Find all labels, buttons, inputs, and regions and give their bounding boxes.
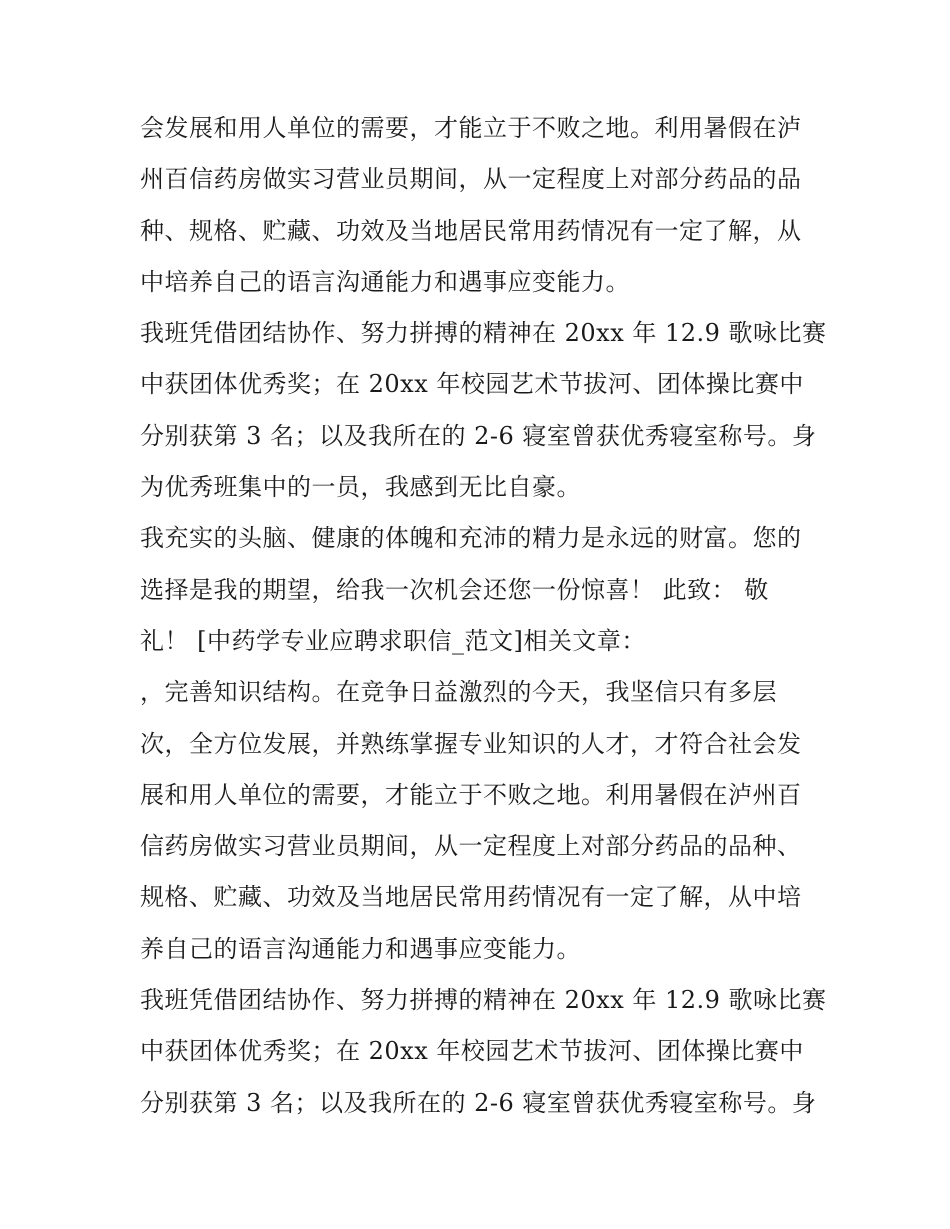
text-line: 信药房做实习营业员期间，从一定程度上对部分药品的品种、: [140, 832, 802, 861]
text-line: 我班凭借团结协作、努力拼搏的精神在 20xx 年 12.9 歌咏比赛: [140, 319, 827, 348]
text-line: 展和用人单位的需要，才能立于不败之地。利用暑假在泸州百: [140, 780, 802, 809]
text-line: 我班凭借团结协作、努力拼搏的精神在 20xx 年 12.9 歌咏比赛: [140, 986, 827, 1015]
text-line: 次，全方位发展，并熟练掌握专业知识的人才，才符合社会发: [140, 729, 802, 758]
text-line: 养自己的语言沟通能力和遇事应变能力。: [140, 934, 581, 963]
text-line: ，完善知识结构。在竞争日益激烈的今天，我坚信只有多层: [140, 678, 777, 707]
text-line: 规格、贮藏、功效及当地居民常用药情况有一定了解，从中培: [140, 883, 802, 912]
text-line: 会发展和用人单位的需要，才能立于不败之地。利用暑假在泸: [140, 114, 802, 142]
text-line: 为优秀班集中的一员，我感到无比自豪。: [140, 473, 581, 502]
text-line: 中培养自己的语言沟通能力和遇事应变能力。: [140, 267, 630, 296]
text-line: 分别获第 3 名；以及我所在的 2-6 寝室曾获优秀寝室称号。身: [140, 1088, 817, 1117]
document-body: [140, 103, 827, 1129]
text-line: 中获团体优秀奖；在 20xx 年校园艺术节拔河、团体操比赛中: [140, 370, 804, 399]
text-line: 我充实的头脑、健康的体魄和充沛的精力是永远的财富。您的: [140, 524, 802, 553]
text-line: 礼！ [中药学专业应聘求职信_范文]相关文章：: [140, 626, 646, 655]
text-line: 分别获第 3 名；以及我所在的 2-6 寝室曾获优秀寝室称号。身: [140, 421, 817, 450]
text-line: 种、规格、贮藏、功效及当地居民常用药情况有一定了解，从: [140, 216, 802, 245]
text-line: 州百信药房做实习营业员期间，从一定程度上对部分药品的品: [140, 165, 802, 194]
text-line: 中获团体优秀奖；在 20xx 年校园艺术节拔河、团体操比赛中: [140, 1037, 804, 1066]
text-line: 选择是我的期望，给我一次机会还您一份惊喜！ 此致： 敬: [140, 575, 769, 604]
